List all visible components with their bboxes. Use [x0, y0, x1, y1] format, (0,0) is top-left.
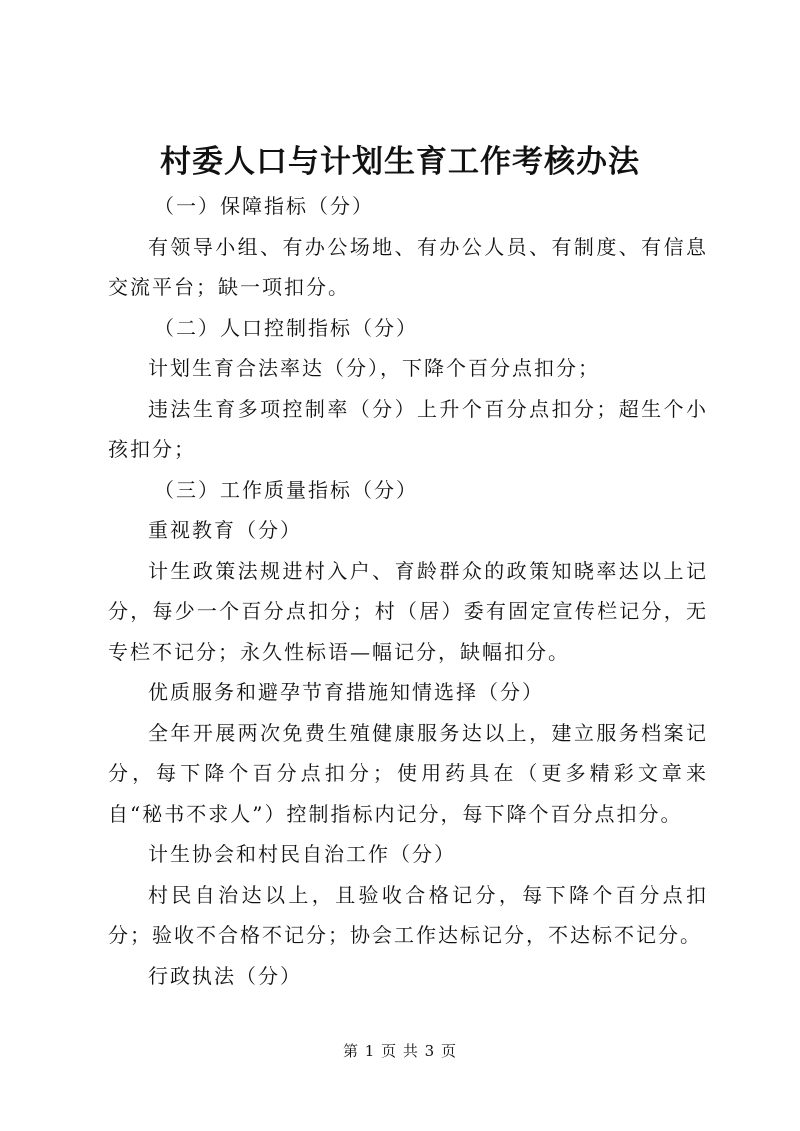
document-title: 村委人口与计划生育工作考核办法: [160, 144, 640, 180]
document-body: [108, 186, 708, 996]
paragraph-education: 计生政策法规进村入户、育龄群众的政策知晓率达以上记分，每少一个百分点扣分；村（居）委有固定宣传栏记分，无专栏不记分；永久性标语—幅记分，缺幅扣分。: [108, 558, 708, 664]
page-number-footer: 第 1 页 共 3 页: [343, 1042, 457, 1060]
section-heading-work-quality: （三）工作质量指标（分）: [154, 477, 418, 502]
section-heading-guarantee: （一）保障指标（分）: [154, 194, 374, 218]
paragraph-legal-rate: 计划生育合法率达（分），下降个百分点扣分；: [148, 356, 600, 380]
paragraph-guarantee: 有领导小组、有办公场地、有办公人员、有制度、有信息交流平台；缺一项扣分。: [108, 234, 708, 299]
paragraph-illegal-birth-rate: 违法生育多项控制率（分）上升个百分点扣分；超生个小孩扣分；: [108, 396, 708, 461]
subheading-administrative-law: 行政执法（分）: [148, 963, 302, 988]
subheading-education: 重视教育（分）: [148, 518, 302, 542]
section-heading-population-control: （二）人口控制指标（分）: [154, 315, 418, 340]
paragraph-quality-service: 全年开展两次免费生殖健康服务达以上，建立服务档案记分，每下降个百分点扣分；使用药具在（更多精彩文章来自“秘书不求人”）控制指标内记分，每下降个百分点扣分。: [108, 720, 708, 826]
paragraph-association-autonomy: 村民自治达以上，且验收合格记分，每下降个百分点扣分；验收不合格不记分；协会工作达标记分，不达标不记分。: [108, 882, 708, 947]
subheading-quality-service: 优质服务和避孕节育措施知情选择（分）: [148, 680, 544, 704]
subheading-association-autonomy: 计生协会和村民自治工作（分）: [148, 842, 456, 866]
